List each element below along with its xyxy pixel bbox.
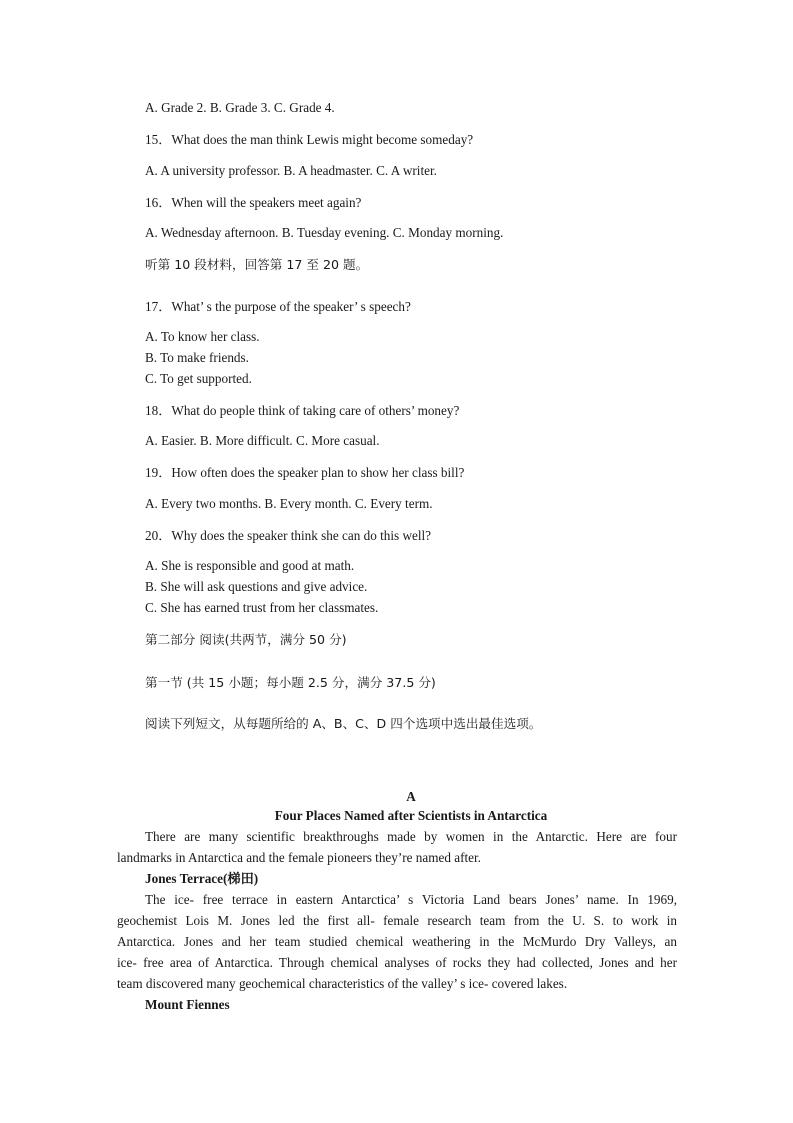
question-19-options: A. Every two months. B. Every month. C. Every term.	[145, 496, 433, 511]
question-18: 18．What do people think of taking care of others’ money?	[145, 403, 460, 418]
question-15-options: A. A university professor. B. A headmaster. C. A writer.	[145, 163, 437, 178]
question-20-option-a: A. She is responsible and good at math.	[145, 558, 355, 573]
section-one-title: 第一节 (共 15 小题；每小题 2.5 分，满分 37.5 分)	[145, 675, 436, 690]
question-17-option-a: A. To know her class.	[145, 329, 260, 344]
intro-line-1: There are many scientific breakthroughs made by women in the Antarctic. Here are four	[145, 829, 677, 844]
passage-title: Four Places Named after Scientists in Antarctica	[274, 808, 548, 823]
question-15: 15．What does the man think Lewis might become someday?	[145, 132, 474, 147]
para1-line-2: geochemist Lois M. Jones led the first all- female research team from the U. S. to work in	[117, 913, 677, 928]
heading-jones-terrace: Jones Terrace(梯田)	[145, 871, 259, 886]
part-two-title: 第二部分 阅读(共两节，满分 50 分)	[145, 632, 347, 647]
question-16-options: A. Wednesday afternoon. B. Tuesday evening. C. Monday morning.	[145, 225, 504, 240]
para1-line-4: ice- free area of Antarctica. Through chemical analyses of rocks they had collected, Jones and her	[117, 955, 677, 970]
question-18-options: A. Easier. B. More difficult. C. More casual.	[145, 433, 380, 448]
question-20-option-b: B. She will ask questions and give advice.	[145, 579, 368, 594]
passage-letter: A	[406, 789, 416, 804]
section-10-instruction: 听第 10 段材料，回答第 17 至 20 题。	[145, 257, 369, 272]
para1-line-3: Antarctica. Jones and her team studied chemical weathering in the McMurdo Dry Valleys, an	[117, 934, 677, 949]
question-17: 17．What’ s the purpose of the speaker’ s speech?	[145, 299, 411, 314]
reading-instruction: 阅读下列短文，从每题所给的 A、B、C、D 四个选项中选出最佳选项。	[145, 716, 542, 731]
para1-line-1: The ice- free terrace in eastern Antarctica’ s Victoria Land bears Jones’ name. In 1969,	[145, 892, 677, 907]
question-16: 16．When will the speakers meet again?	[145, 195, 362, 210]
question-20: 20．Why does the speaker think she can do this well?	[145, 528, 432, 543]
question-20-option-c: C. She has earned trust from her classmates.	[145, 600, 379, 615]
question-14-options: A. Grade 2. B. Grade 3. C. Grade 4.	[145, 100, 335, 115]
para1-line-5: team discovered many geochemical characteristics of the valley’ s ice- covered lakes.	[117, 976, 568, 991]
question-19: 19．How often does the speaker plan to show her class bill?	[145, 465, 465, 480]
question-17-option-c: C. To get supported.	[145, 371, 252, 386]
question-17-option-b: B. To make friends.	[145, 350, 249, 365]
intro-line-2: landmarks in Antarctica and the female pioneers they’re named after.	[117, 850, 481, 865]
heading-mount-fiennes: Mount Fiennes	[145, 997, 230, 1012]
